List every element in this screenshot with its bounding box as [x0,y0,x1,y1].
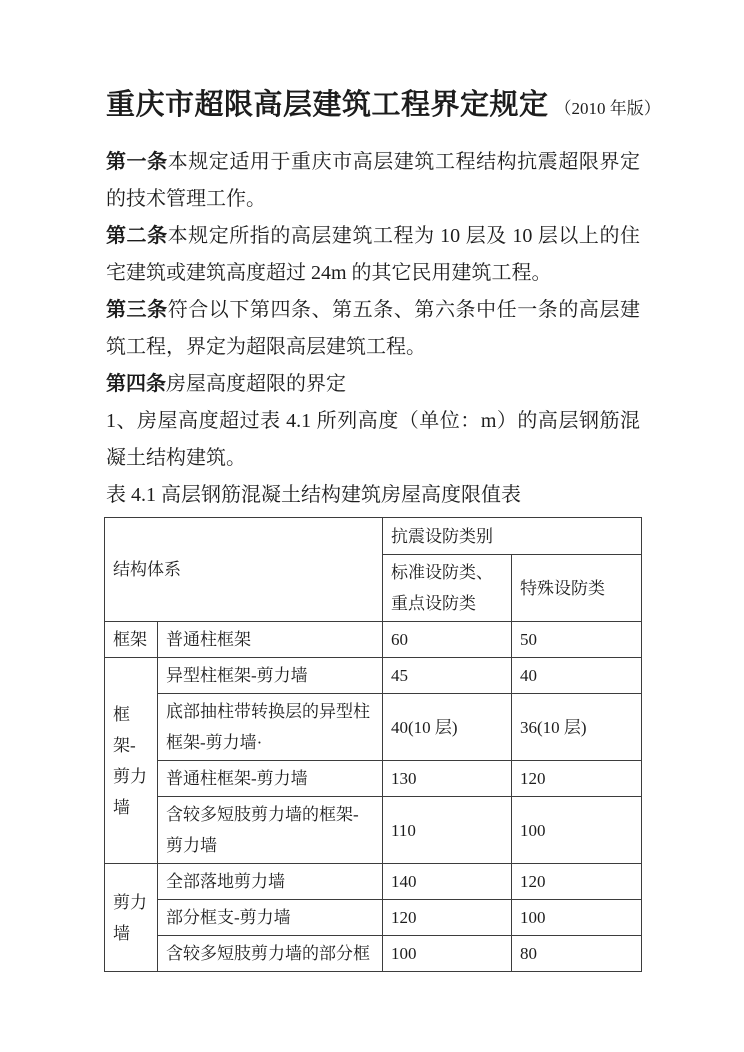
table-row [105,900,642,936]
standard-value-cell: 110 [383,797,512,864]
system-cell: 全部落地剪力墙 [158,864,383,900]
standard-value-cell: 140 [383,864,512,900]
table-row [105,864,642,900]
article-1-label: 第一条 [106,151,168,173]
system-cell: 普通柱框架-剪力墙 [158,761,383,797]
standard-value-cell: 60 [383,622,512,658]
table-row [105,936,642,972]
group-cell: 框架 [105,622,158,658]
header-special-cell: 特殊设防类 [512,555,642,622]
article-1-text: 本规定适用于重庆市高层建筑工程结构抗震超限界定的技术管理工作。 [106,151,641,210]
special-value-cell: 50 [512,622,642,658]
article-2-text: 本规定所指的高层建筑工程为 10 层及 10 层以上的住宅建筑或建筑高度超过 24m 的其它民用建筑工程。 [106,225,641,284]
table-header-row-1 [105,518,642,555]
article-2 [106,218,640,292]
system-cell: 普通柱框架 [158,622,383,658]
clause-1: 1、房屋高度超过表 4.1 所列高度（单位：m）的高层钢筋混凝土结构建筑。 [106,410,640,469]
table-row [105,797,642,864]
article-1 [106,144,640,218]
table-row [105,761,642,797]
standard-value-cell: 40(10 层) [383,694,512,761]
document-content [106,82,661,972]
system-cell: 异型柱框架-剪力墙 [158,658,383,694]
special-value-cell: 100 [512,797,642,864]
standard-value-cell: 100 [383,936,512,972]
standard-value-cell: 120 [383,900,512,936]
standard-value-cell: 130 [383,761,512,797]
article-3-text: 符合以下第四条、第五条、第六条中任一条的高层建筑工程，界定为超限高层建筑工程。 [106,299,641,358]
page-title [106,82,661,132]
special-value-cell: 120 [512,864,642,900]
height-limit-table [104,517,642,972]
system-cell: 含较多短肢剪力墙的部分框 [158,936,383,972]
table-row [105,622,642,658]
table-row [105,658,642,694]
article-4-label: 第四条 [106,373,166,395]
standard-value-cell: 45 [383,658,512,694]
header-system-cell: 结构体系 [105,518,383,622]
document-body [106,144,640,514]
special-value-cell: 100 [512,900,642,936]
special-value-cell: 120 [512,761,642,797]
table-row [105,694,642,761]
group-cell: 剪力墙 [105,864,158,972]
system-cell: 含较多短肢剪力墙的框架-剪力墙 [158,797,383,864]
article-3 [106,292,640,366]
special-value-cell: 80 [512,936,642,972]
article-2-label: 第二条 [106,225,168,247]
system-cell: 底部抽柱带转换层的异型柱框架-剪力墙· [158,694,383,761]
system-cell: 部分框支-剪力墙 [158,900,383,936]
article-4-text: 房屋高度超限的界定 [166,373,346,395]
article-4 [106,366,640,403]
group-cell: 框架-剪力墙 [105,658,158,864]
article-3-label: 第三条 [106,299,168,321]
header-category-cell: 抗震设防类别 [383,518,642,555]
title-edition: （2010 年版） [554,99,661,118]
special-value-cell: 36(10 层) [512,694,642,761]
special-value-cell: 40 [512,658,642,694]
table-caption: 表 4.1 高层钢筋混凝土结构建筑房屋高度限值表 [106,484,521,506]
page-title-text: 重庆市超限高层建筑工程界定规定 [106,89,549,121]
header-standard-cell: 标准设防类、重点设防类 [383,555,512,622]
